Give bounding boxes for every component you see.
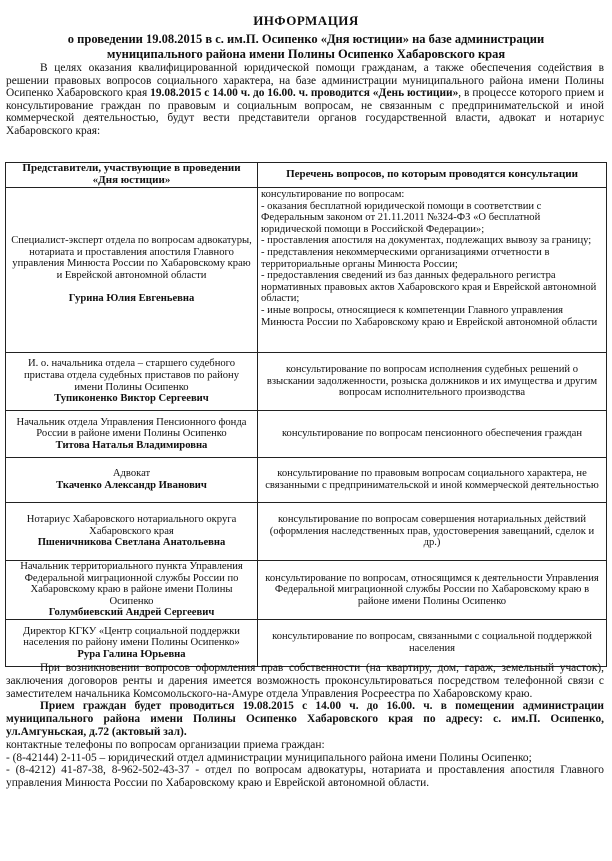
representative-cell	[6, 411, 258, 458]
representative-cell	[6, 458, 258, 503]
topics-cell: консультирование по вопросам пенсионного обеспечения граждан	[258, 411, 607, 458]
table-row	[6, 188, 607, 353]
intro-date: 19.08.2015 с 14.00 ч. до 16.00. ч. проводится «День юстиции»	[150, 87, 459, 100]
representative-name: Титова Наталья Владимировна	[55, 439, 208, 451]
representative-title: Адвокат	[112, 468, 151, 480]
table-header-row	[6, 163, 607, 188]
representative-cell	[6, 353, 258, 411]
topics-cell: консультирование по правовым вопросам социального характера, не связанными с предпринимательской и иной коммерческой деятельностью	[258, 458, 607, 503]
representative-title: Начальник отдела Управления Пенсионного фонда России в районе имени Полины Осипенко	[16, 416, 247, 440]
footer-contact-1: - (8-42144) 2-11-05 – юридический отдел администрации муниципального района имени Полины Осипенко;	[6, 751, 532, 764]
intro-paragraph	[6, 62, 604, 138]
representative-cell	[6, 503, 258, 561]
representative-cell	[6, 561, 258, 620]
footer-paragraph-reception: Прием граждан будет проводиться 19.08.2015 с 14.00 ч. до 16.00. ч. в помещении администрации муниципального района имени Полины Осипенко Хабаровского края по адресу: с. им.П. Осипенко, ул.Амгуньская, д.72 (актовый зал).	[6, 700, 604, 738]
representative-name: Тупиконенко Виктор Сергеевич	[54, 393, 209, 405]
footer-section	[6, 662, 604, 790]
table-row	[6, 561, 607, 620]
intro-text-1: В целях оказания квалифицированной юридической помощи гражданам, а также обеспечения содействия в решении правовых вопросов социального характера, на базе администрации муниципального района имени Полины Осипенко Хабаровского края	[6, 62, 604, 100]
header-topics: Перечень вопросов, по которым проводятся консультации	[258, 163, 607, 188]
representative-name: Гурина Юлия Евгеньевна	[68, 293, 195, 305]
topics-cell: консультирование по вопросам, относящимся к деятельности Управления Федеральной миграционной службы России по Хабаровскому краю в районе имени Полины Осипенко	[258, 561, 607, 620]
table-row	[6, 458, 607, 503]
topics-cell: консультирование по вопросам, связанными с социальной поддержкой населения	[258, 619, 607, 666]
footer-paragraph-rosreestr: При возникновении вопросов оформления прав собственности (на квартиру, дом, гараж, земельный участок), заключения договоров ренты и дарения имеется возможность проконсультироваться посредством телефонной связи с заместителем начальника Комсомольского-на-Амуре отдела Управления Росреестра по Хабаровскому краю.	[6, 662, 604, 700]
table-row	[6, 619, 607, 666]
representative-title: И. о. начальника отдела – старшего судебного пристава отдела судебных приставов по району имени Полины Осипенко	[23, 358, 239, 393]
representative-cell	[6, 188, 258, 353]
representative-name: Ткаченко Александр Иванович	[56, 480, 207, 491]
subtitle-line-2: муниципального района имени Полины Осипенко Хабаровского края	[106, 47, 506, 61]
representative-name: Пшеничникова Светлана Анатольевна	[37, 537, 226, 549]
representative-cell	[6, 619, 258, 666]
footer-contacts-label: контактные телефоны по вопросам организации приема граждан:	[6, 738, 325, 751]
representative-title: Специалист-эксперт отдела по вопросам адвокатуры, нотариата и проставления апостиля Главного управления Минюста России по Хабаровскому краю и Еврейской автономной области	[11, 235, 252, 281]
consultation-table	[5, 162, 607, 667]
representative-name: Голумбиевский Андрей Сергеевич	[48, 607, 215, 619]
topics-cell: консультирование по вопросам исполнения судебных решений о взыскании задолженности, розыска должников и их имущества и другим вопросам исполнительного производства	[258, 353, 607, 411]
header-representatives: Представители, участвующие в проведении «Дня юстиции»	[6, 163, 258, 188]
representative-title: Начальник территориального пункта Управления Федеральной миграционной службы России по Хабаровскому краю в районе имени Полины Осипенко	[20, 561, 243, 607]
representative-title: Директор КГКУ «Центр социальной поддержки населения по району имени Полины Осипенко»	[23, 625, 240, 649]
representative-title: Нотариус Хабаровского нотариального округа Хабаровского края	[26, 514, 237, 537]
intro-text-2: , в процессе которого прием и консультирование граждан по правовым и социальным вопросам, не связанным с предпринимательской и иной коммерческой деятельностью, будут вести представители органов государственной власти, адвокат и нотариус Хабаровского края:	[6, 87, 604, 137]
subtitle-line-1: о проведении 19.08.2015 в с. им.П. Осипенко «Дня юстиции» на базе администрации	[67, 32, 545, 46]
table-row	[6, 503, 607, 561]
representative-name: Рура Галина Юрьевна	[77, 648, 186, 660]
table-row	[6, 353, 607, 411]
footer-contact-2: - (8-4212) 41-87-38, 8-962-502-43-37 - отдел по вопросам адвокатуры, нотариата и проставления апостиля Главного управления Минюста России по Хабаровскому краю и Еврейской автономной области.	[6, 764, 604, 790]
topics-cell: консультирование по вопросам совершения нотариальных действий (оформления наследственных прав, удостоверения завещаний, сделок и др.)	[258, 503, 607, 561]
table-row	[6, 411, 607, 458]
document-title: ИНФОРМАЦИЯ	[253, 13, 359, 28]
topics-cell: консультирование по вопросам: - оказания бесплатной юридической помощи в соответствии с Федеральным законом от 21.11.2011 №324-ФЗ «О бесплатной юридической помощи в Российской Федерации»; - проставления апостиля на документах, подлежащих вывозу за границу; - представления некоммерческими организациями отчетности в территориальные органы Минюста России; - предоставления сведений из баз данных федерального регистра нормативных правовых актов Хабаровского края и Еврейской автономной области; - иные вопросы, относящиеся к компетенции Главного управления Минюста России по Хабаровскому краю и Еврейской автономной области	[258, 188, 607, 353]
